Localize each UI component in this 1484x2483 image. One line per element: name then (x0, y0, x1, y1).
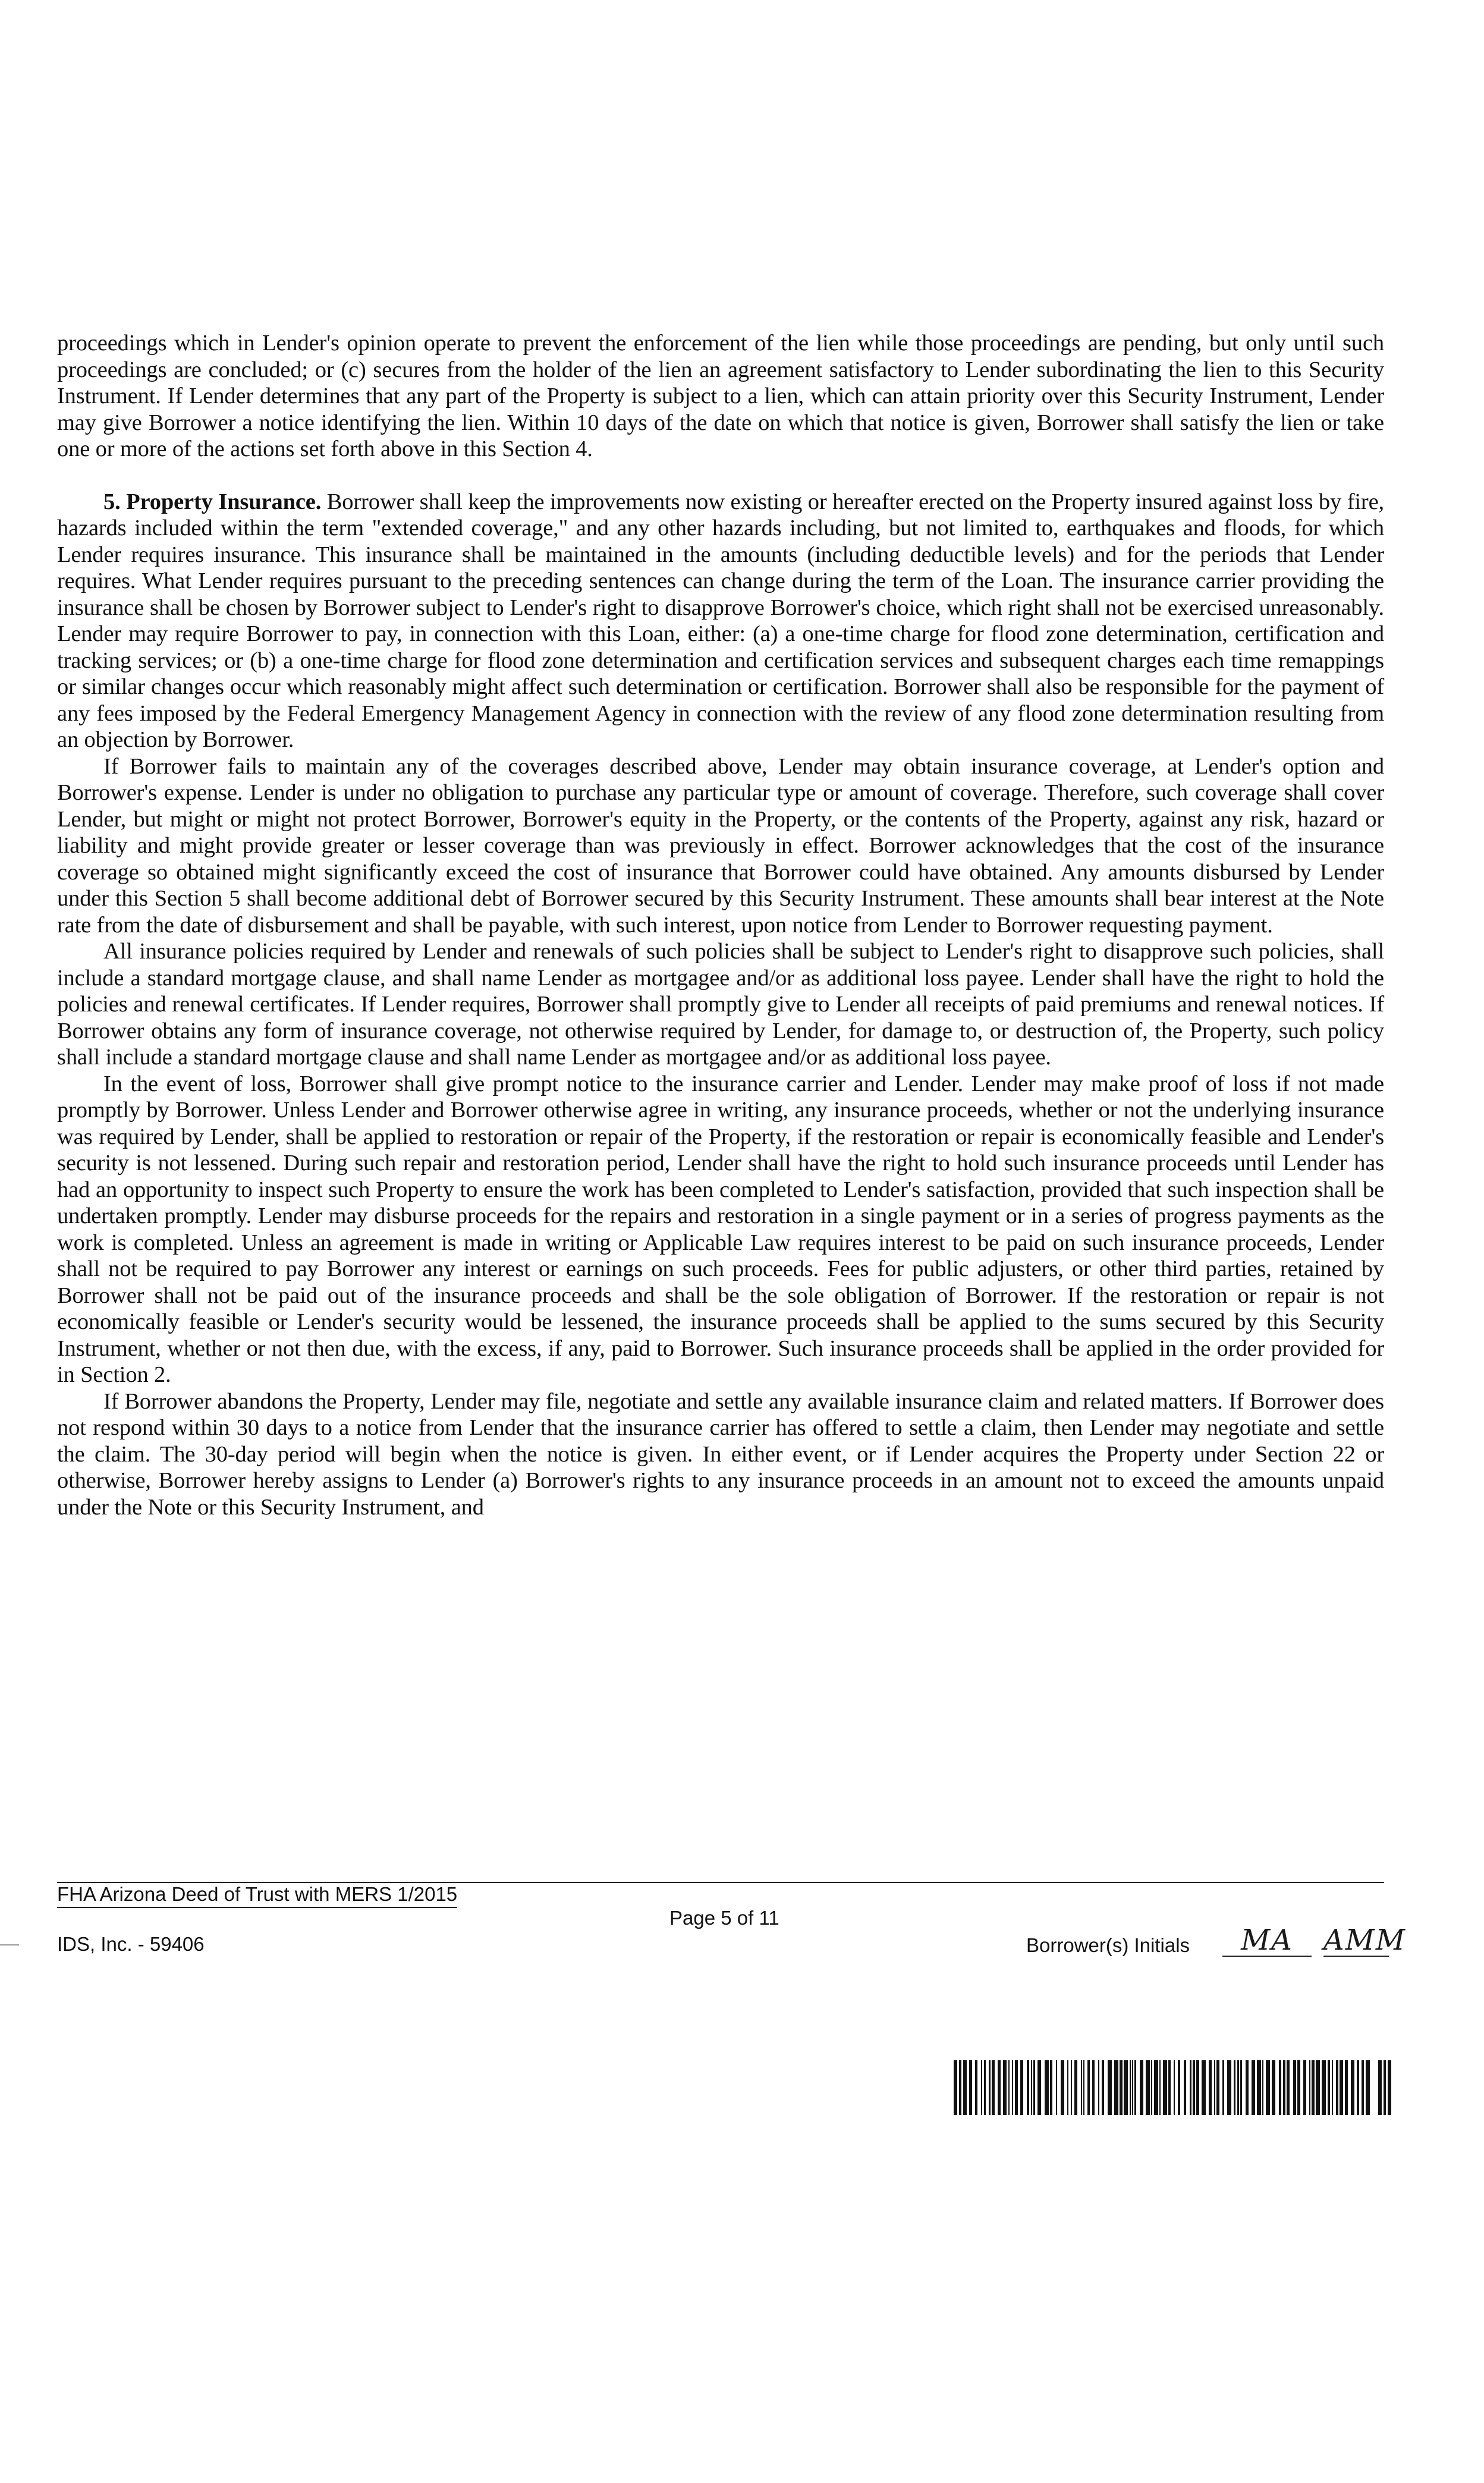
paragraph-text: In the event of loss, Borrower shall give prompt notice to the insurance carrier and Lender. Lender may make proof of loss if not made promptly by Borrower. Unless Lender and Borrower otherwise agree in writing, any insurance proceeds, whether or not the underlying insurance was required by Lender, shall be applied to restoration or repair of the Property, if the restoration or repair is economically feasible and Lender's security is not lessened. During such repair and restoration period, Lender shall have the right to hold such insurance proceeds until Lender has had an opportunity to inspect such Property to ensure the work has been completed to Lender's satisfaction, provided that such inspection shall be undertaken promptly. Lender may disburse proceeds for the repairs and restoration in a single payment or in a series of progress payments as the work is completed. Unless an agreement is made in writing or Applicable Law requires interest to be paid on such insurance proceeds, Lender shall not be required to pay Borrower any interest or earnings on such proceeds. Fees for public adjusters, or other third parties, retained by Borrower shall not be paid out of the insurance proceeds and shall be the sole obligation of Borrower. If the restoration or repair is not economically feasible or Lender's security would be lessened, the insurance proceeds shall be applied to the sums secured by this Security Instrument, whether or not then due, with the excess, if any, paid to Borrower. Such insurance proceeds shall be applied in the order provided for in Section 2. (57, 1071, 1384, 1387)
barcode-bar (1252, 2060, 1255, 2115)
barcode-bar (1209, 2060, 1212, 2115)
barcode-bar (1168, 2060, 1171, 2115)
barcode-bar (984, 2060, 986, 2115)
barcode-bar (1087, 2060, 1090, 2115)
barcode-bar (1216, 2060, 1219, 2115)
barcode-bar (1362, 2060, 1364, 2115)
paragraph-section-5-intro (57, 489, 1384, 753)
barcode-bar (1114, 2060, 1118, 2115)
barcode-bar (954, 2060, 957, 2115)
barcode-bar (1193, 2060, 1195, 2115)
document-body (57, 330, 1384, 1520)
barcode-bar (1351, 2060, 1354, 2115)
barcode-bar (1074, 2060, 1077, 2115)
section-5-heading: 5. Property Insurance. (103, 489, 322, 514)
barcode-bar (1067, 2060, 1068, 2115)
barcode-bar (1015, 2060, 1018, 2115)
barcode-bar (1287, 2060, 1290, 2115)
barcode-bar (1340, 2060, 1343, 2115)
barcode-bar (1146, 2060, 1150, 2115)
paragraph-event-of-loss (57, 1071, 1384, 1388)
barcode-bar (1050, 2060, 1052, 2115)
paragraph-text: Borrower shall keep the improvements now existing or hereafter erected on the Property insured against loss by fire, hazards included within the term "extended coverage," and any other hazards including, but not limited to, earthquakes and floods, for which Lender requires insurance. This insurance shall be maintained in the amounts (including deductible levels) and for the periods that Lender requires. What Lender requires pursuant to the preceding sentences can change during the term of the Loan. The insurance carrier providing the insurance shall be chosen by Borrower subject to Lender's right to disapprove Borrower's choice, which right shall not be exercised unreasonably. Lender may require Borrower to pay, in connection with this Loan, either: (a) a one-time charge for flood zone determination, certification and tracking services; or (b) a one-time charge for flood zone determination and certification services and subsequent charges each time remappings or similar changes occur which reasonably might affect such determination or certification. Borrower shall also be responsible for the payment of any fees imposed by the Federal Emergency Management Agency in connection with the review of any flood zone determination resulting from an objection by Borrower. (57, 489, 1384, 752)
paragraph-abandonment (57, 1388, 1384, 1521)
barcode-bar (1293, 2060, 1296, 2115)
barcode-bar (998, 2060, 1001, 2115)
barcode-bar (1332, 2060, 1333, 2115)
barcode-bar (1322, 2060, 1326, 2115)
paragraph-text: If Borrower abandons the Property, Lender may file, negotiate and settle any available insurance claim and related matters. If Borrower does not respond within 30 days to a notice from Lender that the insurance carrier has offered to settle a claim, then Lender may negotiate and settle the claim. The 30-day period will begin when the notice is given. In either event, or if Lender acquires the Property under Section 22 or otherwise, Borrower hereby assigns to Lender (a) Borrower's rights to any insurance proceeds in an amount not to exceed the amounts unpaid under the Note or this Security Instrument, and (57, 1388, 1384, 1520)
paragraph-text: proceedings which in Lender's opinion operate to prevent the enforcement of the lien while those proceedings are pending, but only until such proceedings are concluded; or (c) secures from the holder of the lien an agreement satisfactory to Lender subordinating the lien to this Security Instrument. If Lender determines that any part of the Property is subject to a lien, which can attain priority over this Security Instrument, Lender may give Borrower a notice identifying the lien. Within 10 days of the date on which that notice is given, Borrower shall satisfy the lien or take one or more of the actions set forth above in this Section 4. (57, 331, 1384, 461)
barcode-bar (1196, 2060, 1199, 2115)
barcode-bar (1345, 2060, 1348, 2115)
barcode-bar (1184, 2060, 1186, 2115)
initials-signature-1: MA (1222, 1926, 1312, 1957)
barcode-bar (1227, 2060, 1231, 2115)
barcode-bar (1303, 2060, 1306, 2115)
barcode-bar (1266, 2060, 1270, 2115)
barcode-bar (1012, 2060, 1013, 2115)
barcode-bar (1237, 2060, 1239, 2115)
barcode-bar (1020, 2060, 1023, 2115)
barcode-bar (1092, 2060, 1095, 2115)
barcode-bar (1031, 2060, 1032, 2115)
barcode-bar (1037, 2060, 1041, 2115)
barcode-bar (1027, 2060, 1029, 2115)
barcode-bar (1246, 2060, 1249, 2115)
barcode-bar (1102, 2060, 1104, 2115)
barcode-bar (1357, 2060, 1359, 2115)
barcode-bar (1384, 2060, 1386, 2115)
borrower-initials-block (1026, 1923, 1406, 1965)
barcode-bar (1283, 2060, 1285, 2115)
barcode-bar (1262, 2060, 1263, 2115)
barcode-bar (989, 2060, 991, 2115)
barcode-bar (1178, 2060, 1180, 2115)
paragraph-text: All insurance policies required by Lender and renewals of such policies shall be subject to Lender's right to disapprove such policies, shall include a standard mortgage clause, and shall name Lender as mortgagee and/or as additional loss payee. Lender shall have the right to hold the policies and renewal certificates. If Lender requires, Borrower shall promptly give to Lender all receipts of paid premiums and renewal notices. If Borrower obtains any form of insurance coverage, not otherwise required by Lender, for damage to, or destruction of, the Property, such policy shall include a standard mortgage clause and shall name Lender as mortgagee and/or as additional loss payee. (57, 939, 1384, 1070)
barcode-bar (1388, 2060, 1391, 2115)
barcode-bar (1159, 2060, 1161, 2115)
paragraph-insurance-policies (57, 938, 1384, 1071)
barcode-bar (1033, 2060, 1035, 2115)
barcode-bar (1071, 2060, 1072, 2115)
barcode-bar (981, 2060, 982, 2115)
barcode-bar (1336, 2060, 1338, 2115)
barcode-bar (1309, 2060, 1310, 2115)
footer-form-name: FHA Arizona Deed of Trust with MERS 1/2015 (57, 1883, 457, 1908)
barcode-bar (1154, 2060, 1158, 2115)
document-barcode (954, 2060, 1391, 2115)
barcode-bar (1202, 2060, 1206, 2115)
barcode-bar (1328, 2060, 1330, 2115)
barcode-bar (1297, 2060, 1300, 2115)
barcode-bar (1120, 2060, 1123, 2115)
paragraph-section-4-continued (57, 330, 1384, 463)
barcode-bar (969, 2060, 972, 2115)
footer-ids-reference: IDS, Inc. - 59406 (57, 1933, 205, 1955)
barcode-bar (975, 2060, 977, 2115)
barcode-bar (1124, 2060, 1128, 2115)
barcode-bar (959, 2060, 961, 2115)
barcode-bar (1098, 2060, 1099, 2115)
paragraph-coverage-failure (57, 753, 1384, 939)
barcode-bar (1378, 2060, 1382, 2115)
barcode-bar (1132, 2060, 1133, 2115)
barcode-bar (1083, 2060, 1084, 2115)
initials-signature-2: AMM (1323, 1923, 1406, 1957)
barcode-bar (1130, 2060, 1131, 2115)
barcode-bar (1061, 2060, 1064, 2115)
barcode-bar (1316, 2060, 1320, 2115)
barcode-bar (1108, 2060, 1112, 2115)
barcode-bar (1045, 2060, 1049, 2115)
barcode-bar (1163, 2060, 1167, 2115)
barcode-bar (1140, 2060, 1143, 2115)
barcode-bar (1174, 2060, 1175, 2115)
page-number: Page 5 of 11 (669, 1907, 779, 1929)
barcode-bar (1056, 2060, 1057, 2115)
barcode-bar (1366, 2060, 1370, 2115)
barcode-bar (1257, 2060, 1261, 2115)
barcode-bar (1008, 2060, 1010, 2115)
barcode-bar (992, 2060, 995, 2115)
barcode-bar (1234, 2060, 1235, 2115)
margin-mark (0, 1944, 19, 1945)
barcode-bar (1003, 2060, 1007, 2115)
page-footer (57, 1882, 1406, 1965)
barcode-bar (1240, 2060, 1242, 2115)
barcode-bar (1151, 2060, 1152, 2115)
barcode-bar (1214, 2060, 1215, 2115)
barcode-bar (1279, 2060, 1281, 2115)
barcode-bar (1312, 2060, 1315, 2115)
barcode-bar (963, 2060, 967, 2115)
paragraph-text: If Borrower fails to maintain any of the coverages described above, Lender may obtain insurance coverage, at Lender's option and Borrower's expense. Lender is under no obligation to purchase any particular type or amount of coverage. Therefore, such coverage shall cover Lender, but might or might not protect Borrower, Borrower's equity in the Property, or the contents of the Property, against any risk, hazard or liability and might provide greater or lesser coverage than was previously in effect. Borrower acknowledges that the cost of the insurance coverage so obtained might significantly exceed the cost of insurance that Borrower could have obtained. Any amounts disbursed by Lender under this Section 5 shall become additional debt of Borrower secured by this Security Instrument. These amounts shall bear interest at the Note rate from the date of disbursement and shall be payable, with such interest, upon notice from Lender to Borrower requesting payment. (57, 753, 1384, 938)
barcode-bar (1222, 2060, 1224, 2115)
initials-label: Borrower(s) Initials (1026, 1934, 1190, 1956)
barcode-bar (1134, 2060, 1136, 2115)
barcode-bar (1081, 2060, 1082, 2115)
barcode-bar (1272, 2060, 1275, 2115)
barcode-bar (1190, 2060, 1191, 2115)
